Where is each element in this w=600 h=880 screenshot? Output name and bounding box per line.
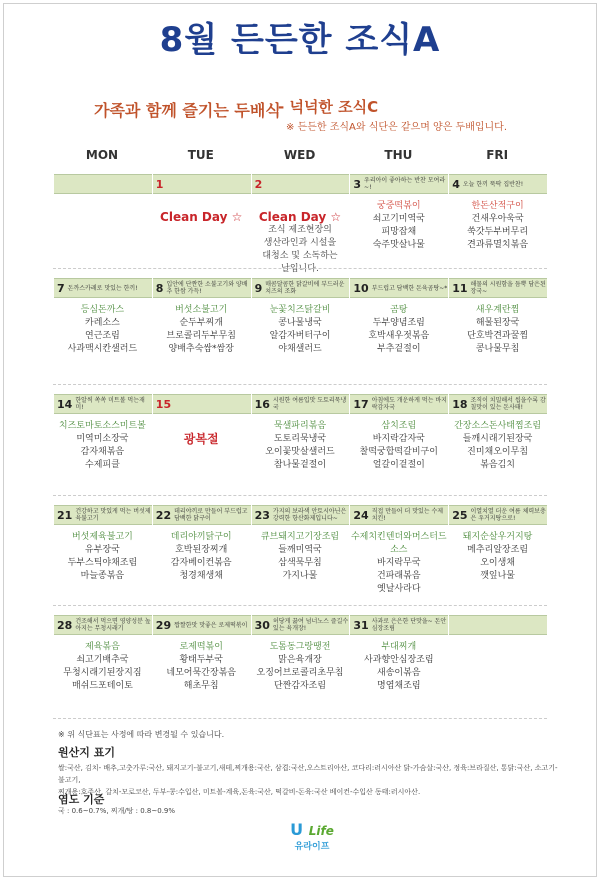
day-date: 14 <box>57 397 73 411</box>
day-menu <box>53 525 152 583</box>
day-date: 8 <box>155 281 164 295</box>
holiday-note-line: 대청소 및 소독하는 <box>262 251 338 261</box>
day-tagline: 한알씩 쏙쏙 미트볼 먹는재미! <box>75 397 145 411</box>
subtitle-side: - 넉넉한 조식C <box>278 98 379 116</box>
day-cell-header <box>53 615 152 635</box>
logo-u: U <box>290 820 304 839</box>
menu-main-dish: 삼치조림 <box>381 421 417 431</box>
day-cell <box>152 394 251 447</box>
day-cell <box>53 505 152 583</box>
menu-item: 호박새우젓볶음 <box>368 331 430 341</box>
day-tagline: 아침에도 개운하게 먹는 바지락감자국 <box>371 397 447 411</box>
menu-item: 콩나물냉국 <box>278 318 322 328</box>
sub-note: ※ 든든한 조식A와 식단은 같으며 양은 두배입니다. <box>286 122 508 133</box>
day-cell <box>349 615 448 693</box>
day-cell <box>251 505 350 583</box>
holiday-label: Clean Day ☆ <box>258 210 342 224</box>
day-cell-header <box>53 174 152 194</box>
menu-main-dish: 큐브돼지고기장조림 <box>260 532 340 542</box>
day-date: 22 <box>155 508 172 522</box>
menu-item: 들깨시래기된장국 <box>462 434 533 444</box>
day-tagline: 우리아이 좋아하는 반찬 모여라~! <box>364 177 446 191</box>
menu-item: 브로콜리두부무침 <box>166 331 236 341</box>
day-cell <box>251 174 350 276</box>
day-menu <box>349 194 448 252</box>
page-title: 8월 든든한 조식A <box>159 20 441 60</box>
day-date: 21 <box>57 508 73 522</box>
day-cell-header <box>152 505 251 525</box>
menu-item: 단짠감자조림 <box>273 681 327 691</box>
menu-main-dish: 새우계란찜 <box>475 305 520 315</box>
day-header: WED <box>283 148 316 162</box>
menu-item: 진미채오이무침 <box>467 447 529 457</box>
menu-item: 오이생채 <box>480 558 515 568</box>
day-menu <box>251 525 350 583</box>
day-cell-header <box>251 174 350 194</box>
menu-item: 바지락감자국 <box>372 434 425 444</box>
day-tagline: 가지의 보라색 안토시아닌은 강력한 항산화제입니다~ <box>272 508 347 522</box>
menu-item: 도토리묵냉국 <box>273 434 327 444</box>
day-cell-header <box>251 394 350 414</box>
day-cell <box>53 615 152 693</box>
day-header: TUE <box>187 148 214 162</box>
day-tagline: 입안에 단짠한 소불고기와 양배추 한쌈 가득! <box>166 281 248 295</box>
logo-mark <box>272 820 352 839</box>
origin-text <box>58 762 558 798</box>
day-cell <box>448 394 547 472</box>
day-date: 4 <box>452 177 460 191</box>
day-date: 10 <box>353 281 369 295</box>
day-date: 28 <box>57 618 73 632</box>
day-cell <box>251 394 350 472</box>
day-cell-header <box>53 505 152 525</box>
day-menu <box>349 414 448 472</box>
menu-item: 알감자버터구이 <box>269 331 331 341</box>
week-divider <box>53 384 547 385</box>
day-menu <box>349 298 448 356</box>
day-cell-header <box>349 394 448 414</box>
logo-life: Life <box>308 824 334 838</box>
menu-item: 건파래볶음 <box>377 571 421 581</box>
menu-item: 옛날사라다 <box>377 584 421 594</box>
day-cell-header <box>251 278 350 298</box>
day-date: 23 <box>254 508 270 522</box>
day-date: 24 <box>353 508 369 522</box>
day-cell <box>53 278 152 356</box>
day-cell <box>152 174 251 224</box>
menu-main-dish: 간장소스돈사태찜조림 <box>454 421 542 431</box>
menu-main-dish: 곰탕 <box>390 305 408 315</box>
logo-text: 유라이프 <box>294 842 330 852</box>
day-date: 16 <box>254 397 270 411</box>
day-menu <box>448 414 547 472</box>
day-menu <box>349 635 448 693</box>
salt-title: 염도 기준 <box>58 793 105 806</box>
menu-main-dish: 제육볶음 <box>85 642 120 652</box>
day-cell-header <box>448 278 547 298</box>
menu-main-dish: 로제떡볶이 <box>179 642 223 652</box>
day-cell-header <box>448 505 547 525</box>
menu-item: 삼색묵무침 <box>278 558 322 568</box>
day-date: 31 <box>353 618 369 632</box>
day-tagline: 조직이 치밀해서 씹을수록 감칠맛이 있는 돈사태! <box>470 397 546 411</box>
menu-item: 부추겉절이 <box>377 344 421 354</box>
menu-item: 해물된장국 <box>475 318 520 328</box>
menu-item: 찰떡궁합떡갈비구이 <box>359 447 438 457</box>
menu-item: 호박된장찌개 <box>175 545 228 555</box>
day-menu <box>53 194 152 200</box>
menu-item: 깻잎나물 <box>480 571 515 581</box>
menu-main-dish: 등심돈까스 <box>80 305 125 315</box>
day-tagline: 이열치열 더운 여름 체력보충은 우거지탕으로! <box>470 508 546 522</box>
menu-main-dish: 묵샐파리볶음 <box>273 421 327 431</box>
menu-item: 순두부찌개 <box>179 318 223 328</box>
day-menu <box>448 298 547 356</box>
calendar-bottom-divider <box>53 718 547 719</box>
day-menu <box>251 635 350 693</box>
menu-item: 가지나물 <box>282 571 318 581</box>
day-menu <box>251 298 350 356</box>
day-tagline: 매콤달콤한 닭갈비에 부드러운치즈의 조화 <box>265 281 345 295</box>
day-date: 1 <box>155 177 164 191</box>
menu-main-dish: 부대찌개 <box>381 642 417 652</box>
menu-item: 쇠고기미역국 <box>372 214 425 224</box>
day-cell-header <box>152 394 251 414</box>
day-menu <box>152 194 251 224</box>
week-divider <box>53 605 547 606</box>
menu-item: 명엽채조림 <box>377 681 421 691</box>
menu-main-dish: 수제치킨텐더와머스터드소스 <box>350 532 447 555</box>
menu-item: 매쉬드포테이토 <box>71 681 133 691</box>
holiday-note-line: 날입니다. <box>281 264 319 274</box>
day-tagline: 짭짤한맛 맛좋은 로제떡볶이 <box>174 621 248 629</box>
menu-item: 숙주맛살나물 <box>372 240 425 250</box>
menu-item: 맑은육개장 <box>278 655 322 665</box>
menu-item: 쇠고기배추국 <box>76 655 129 665</box>
day-cell-header <box>251 505 350 525</box>
day-menu <box>448 525 547 583</box>
day-date: 3 <box>353 177 362 191</box>
day-cell <box>152 505 251 583</box>
menu-item: 볶음김치 <box>480 460 515 470</box>
day-cell <box>251 615 350 693</box>
menu-item: 감자채볶음 <box>80 447 125 457</box>
menu-item: 두부양념조림 <box>372 318 425 328</box>
menu-item: 황태두부국 <box>179 655 223 665</box>
day-cell <box>349 394 448 472</box>
menu-item: 피망잡채 <box>381 227 417 237</box>
menu-main-dish: 궁중떡볶이 <box>377 201 421 211</box>
menu-main-dish: 눈꽃치즈닭갈비 <box>269 305 331 315</box>
origin-line: 찌개용:호주산, 갈치-모로코산, 두부-콩:수입산, 미트볼-계육,돈육:국산, 떡갈비-돈육:국산 베이컨-수입산 동태:러시아산. <box>58 788 421 796</box>
day-tagline: 부드럽고 담백한 돈육곰탕~* <box>371 284 448 292</box>
menu-main-dish: 한돈산적구이 <box>471 201 524 211</box>
day-cell-header <box>349 505 448 525</box>
salt-text: 국 : 0.6~0.7%, 찌개/탕 : 0.8~0.9% <box>58 807 176 815</box>
day-date: 7 <box>57 281 65 295</box>
day-menu <box>349 525 448 596</box>
menu-item: 해초무침 <box>183 681 219 691</box>
day-cell <box>152 615 251 693</box>
holiday-label: Clean Day ☆ <box>160 210 243 224</box>
day-date: 2 <box>254 177 263 191</box>
menu-item: 메추리알장조림 <box>467 545 529 555</box>
day-cell <box>251 278 350 356</box>
day-cell-header <box>152 278 251 298</box>
menu-item: 유부장국 <box>85 545 120 555</box>
menu-main-dish: 버섯소불고기 <box>175 305 228 315</box>
day-tagline: 건강하고 맛있게 먹는 버섯제육불고기 <box>75 508 151 522</box>
day-date: 17 <box>353 397 369 411</box>
day-cell <box>448 174 547 252</box>
holiday-note-line: 생산라인과 시설을 <box>263 238 337 248</box>
day-cell-header <box>349 174 448 194</box>
day-tagline: 시원한 여름입맛 도토리묵냉국 <box>272 397 347 411</box>
menu-item: 오이꽃맛살샐러드 <box>265 447 335 457</box>
menu-main-dish: 데리야끼닭구이 <box>170 532 232 542</box>
menu-item: 단호박견과꿀찜 <box>467 331 529 341</box>
day-cell-header <box>53 278 152 298</box>
day-menu <box>53 298 152 356</box>
menu-main-dish: 버섯제육불고기 <box>71 532 133 542</box>
menu-item: 들깨미역국 <box>278 545 322 555</box>
day-header: MON <box>85 148 119 162</box>
day-cell-header <box>251 615 350 635</box>
day-date: 9 <box>254 281 263 295</box>
day-cell <box>448 615 547 641</box>
day-menu <box>152 525 251 583</box>
menu-item: 오징어브로콜리초무침 <box>256 668 344 678</box>
logo <box>272 820 352 852</box>
day-cell <box>448 278 547 356</box>
menu-item: 건새우아욱국 <box>471 214 524 224</box>
day-menu <box>53 414 152 472</box>
day-date: 30 <box>254 618 270 632</box>
day-date: 11 <box>452 281 468 295</box>
day-cell-header <box>53 394 152 414</box>
day-date: 29 <box>155 618 172 632</box>
day-tagline: 오늘 한끼 뚝딱 집반찬! <box>462 180 524 188</box>
menu-item: 카레소스 <box>85 318 120 328</box>
day-tagline: 건조해서 먹으면 영양성분 높아지는 무청시래기 <box>75 618 151 632</box>
day-cell <box>349 278 448 356</box>
day-tagline: 데리야끼로 만들어 부드럽고 담백한 닭구이 <box>174 508 248 522</box>
menu-main-dish: 도톰동그랑땡전 <box>269 642 331 652</box>
menu-item: 견과류멸치볶음 <box>467 240 529 250</box>
menu-item: 두부스틱야채조림 <box>67 558 138 568</box>
day-date: 25 <box>452 508 468 522</box>
menu-item: 수제피클 <box>85 460 120 470</box>
week-divider <box>53 495 547 496</box>
day-header: THU <box>384 148 413 162</box>
day-menu <box>53 635 152 693</box>
day-cell <box>152 278 251 356</box>
menu-item: 새송이볶음 <box>377 668 421 678</box>
day-menu <box>448 194 547 252</box>
day-cell <box>349 505 448 596</box>
day-cell-header <box>448 615 547 635</box>
day-tagline: 허당게 끓여 넘너노스 즐길수 있는 육개장! <box>272 618 349 632</box>
day-menu <box>152 414 251 447</box>
menu-item: 마늘종볶음 <box>80 571 125 581</box>
menu-item: 양배추숙쌈*쌈장 <box>168 344 234 354</box>
menu-item: 사과향안심장조림 <box>364 655 434 665</box>
menu-item: 참나물겉절이 <box>273 460 327 470</box>
day-tagline: 사과로 은은한 단맛을~ 돈안심장조림 <box>371 618 447 632</box>
day-menu <box>152 635 251 693</box>
day-cell-header <box>349 615 448 635</box>
menu-item: 바지락무국 <box>377 558 421 568</box>
menu-item: 감자베이컨볶음 <box>170 558 232 568</box>
day-date: 18 <box>452 397 468 411</box>
day-header: FRI <box>486 148 509 162</box>
menu-item: 미역미소장국 <box>76 434 129 444</box>
origin-title: 원산지 표기 <box>58 746 115 759</box>
footer-note: ※ 위 식단표는 사정에 따라 변경될 수 있습니다. <box>58 730 225 739</box>
day-tagline: 돈까스카레로 맛있는 한끼! <box>67 284 138 292</box>
subtitle: 가족과 함께 즐기는 두배식 <box>94 101 281 120</box>
day-tagline: 해물의 시원함을 듬뿍 담은된장국~ <box>470 281 546 295</box>
menu-main-dish: 치즈토마토소스미트볼 <box>58 421 146 431</box>
day-cell <box>53 394 152 472</box>
menu-item: 무청시래기된장지짐 <box>63 668 142 678</box>
holiday-note-line: 조식 제조현장의 <box>268 225 332 235</box>
day-menu <box>251 194 350 276</box>
origin-line: 쌀:국산, 김치- 배추,고춧가루:국산, 돼지고기-불고기,새테,찌개용:국산, 삼겹:국산,오스트리아산, 코다리:러시아산 닭-가슴살:국산, 정육:브라질산, 통닭:국산, 소고기-불고기, <box>58 764 558 784</box>
menu-main-dish: 돼지순살우거지탕 <box>462 532 533 542</box>
menu-item: 네모어묵간장볶음 <box>166 668 236 678</box>
day-date: 15 <box>155 397 172 411</box>
day-menu <box>251 414 350 472</box>
week-divider <box>53 268 547 269</box>
menu-item: 얼갈이겉절이 <box>372 460 425 470</box>
day-tagline: 직접 만들어 더 맛있는 수제치킨! <box>371 508 444 522</box>
menu-item: 쑥갓두부버무리 <box>467 227 529 237</box>
day-menu <box>448 635 547 641</box>
day-cell <box>448 505 547 583</box>
menu-item: 사과맥시칸샐러드 <box>67 344 138 354</box>
day-cell-header <box>448 394 547 414</box>
day-cell <box>349 174 448 252</box>
menu-item: 청경채생채 <box>179 571 223 581</box>
day-cell <box>53 174 152 200</box>
day-cell-header <box>349 278 448 298</box>
holiday-label: 광복절 <box>183 432 219 446</box>
day-cell-header <box>152 174 251 194</box>
day-cell-header <box>152 615 251 635</box>
day-cell-header <box>448 174 547 194</box>
menu-item: 연근조림 <box>85 331 120 341</box>
day-menu <box>152 298 251 356</box>
menu-item: 야채샐러드 <box>278 344 322 354</box>
menu-item: 콩나물무침 <box>475 344 520 354</box>
